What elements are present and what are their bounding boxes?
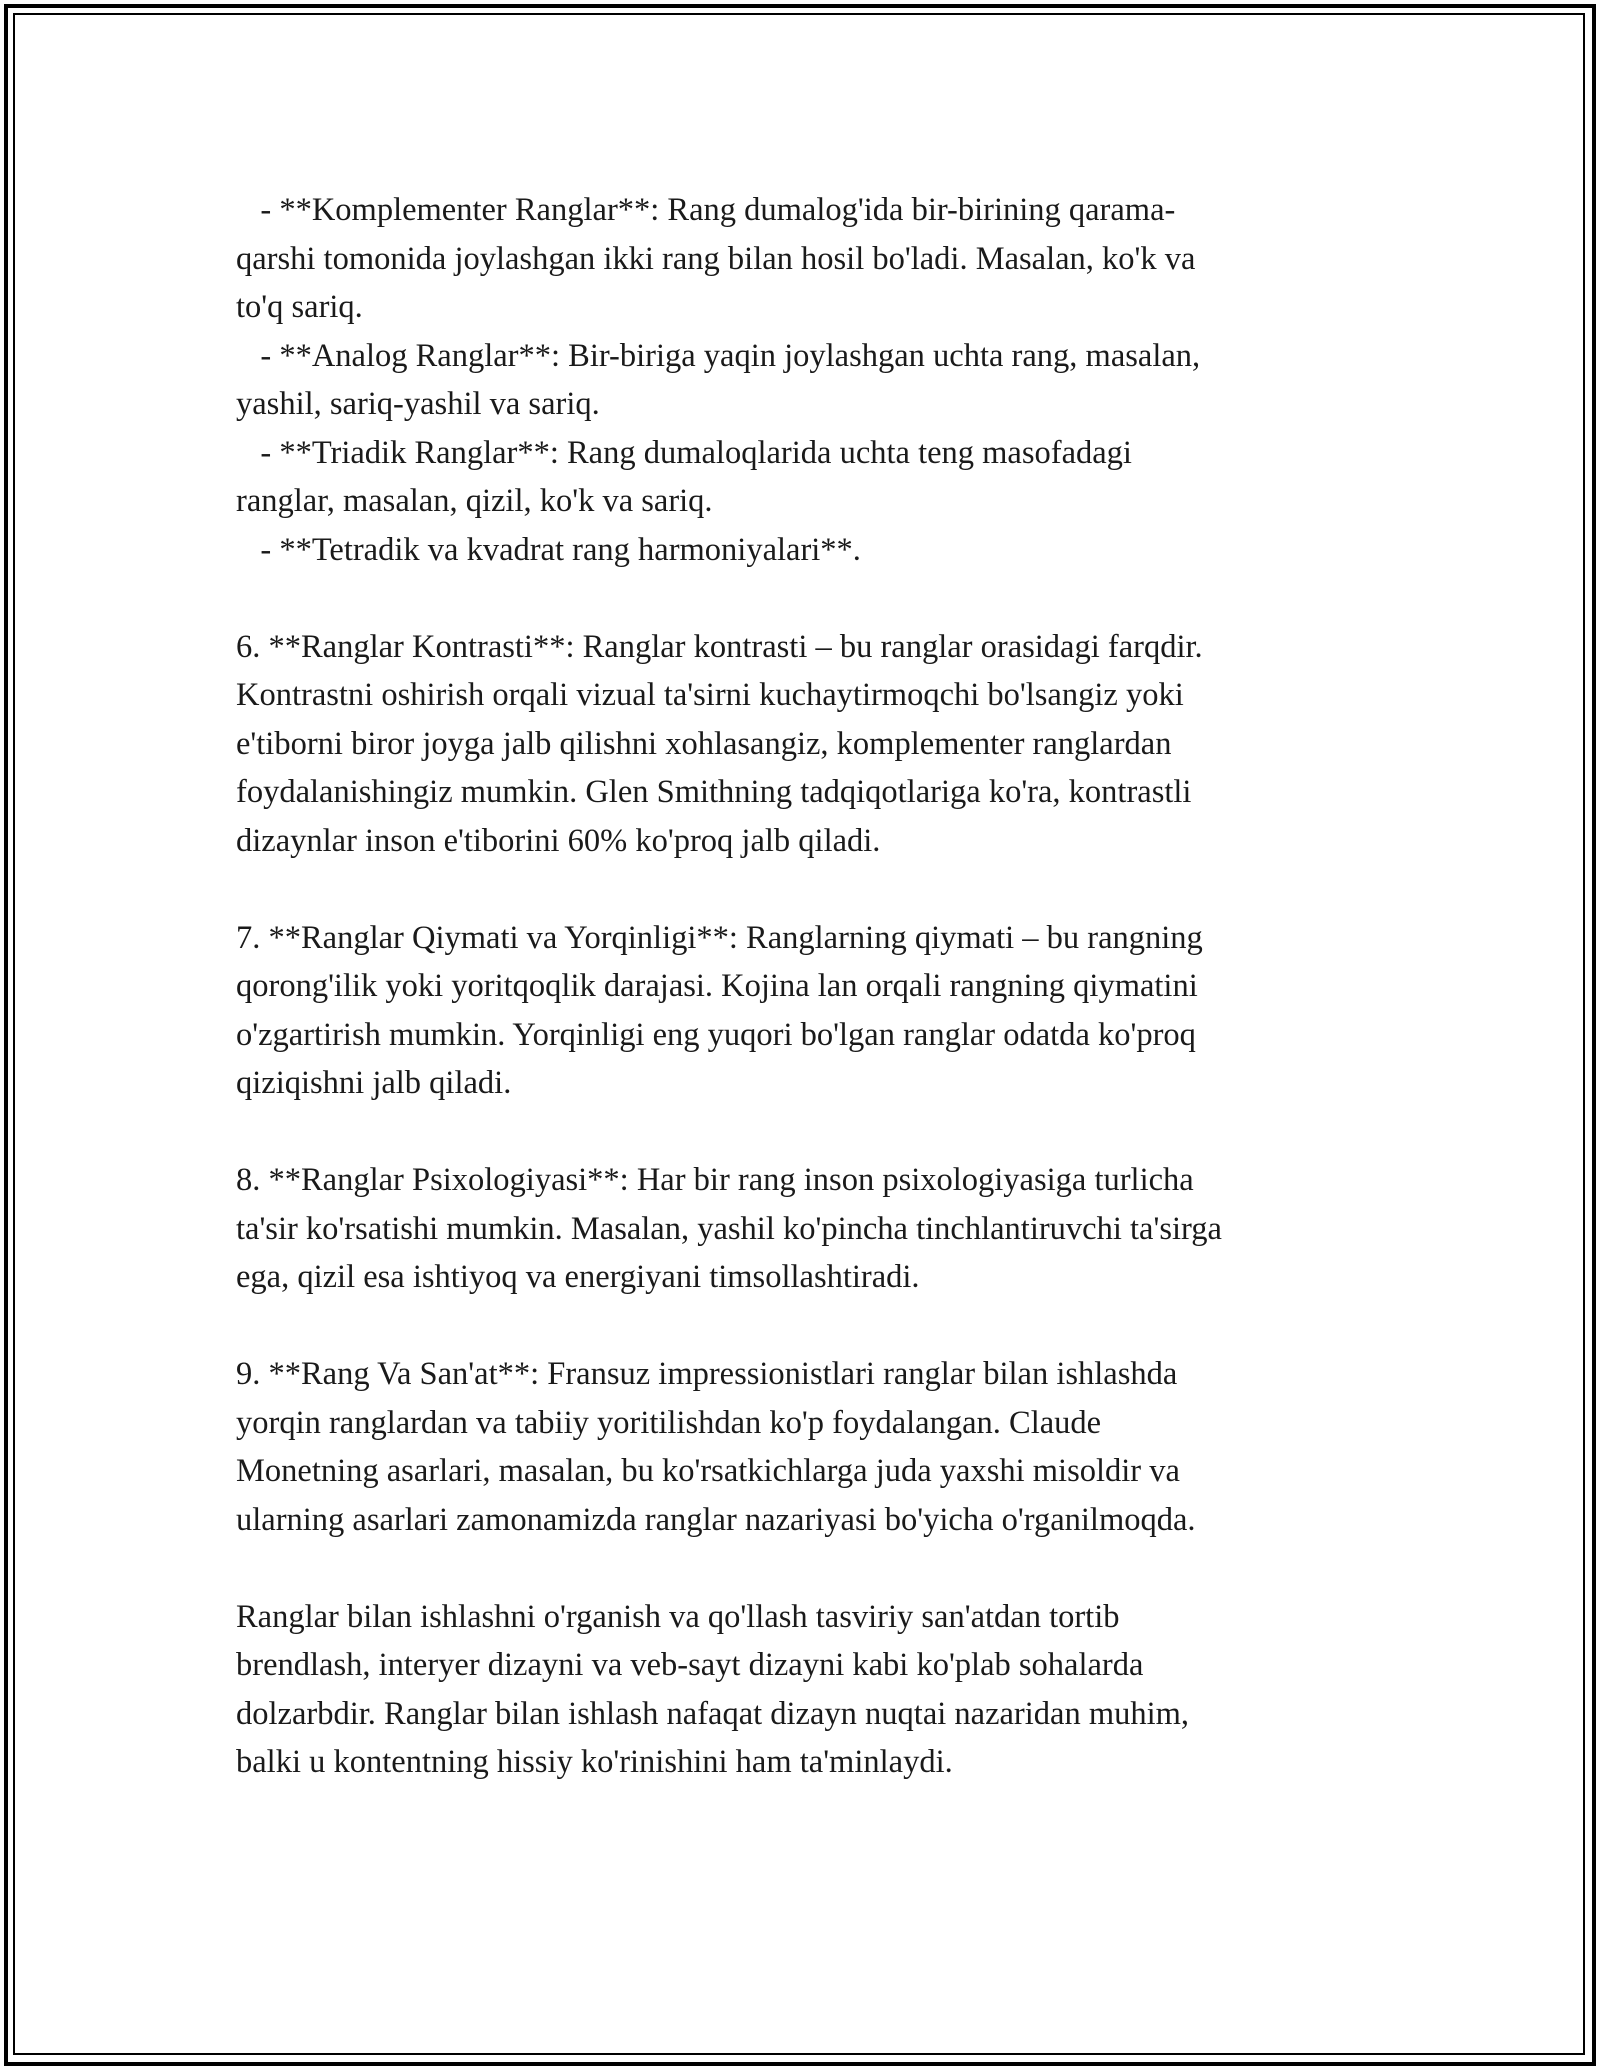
text-line: ularning asarlari zamonamizda ranglar nazariyasi bo'yicha o'rganilmoqda. — [236, 1501, 1196, 1538]
text-line: 8. **Ranglar Psixologiyasi**: Har bir rang inson psixologiyasiga turlicha — [236, 1162, 1194, 1198]
text-line: qarshi tomonida joylashgan ikki rang bilan hosil bo'ladi. Masalan, ko'k va — [236, 240, 1196, 277]
text-line: foydalanishingiz mumkin. Glen Smithning tadqiqotlariga ko'ra, kontrastli — [236, 774, 1192, 810]
text-line: ega, qizil esa ishtiyoq va energiyani timsollashtiradi. — [236, 1259, 920, 1295]
text-line: ta'sir ko'rsatishi mumkin. Masalan, yashil ko'pincha tinchlantiruvchi ta'sirga — [236, 1210, 1222, 1247]
text-line: qiziqishni jalb qiladi. — [236, 1065, 512, 1101]
text-line: yorqin ranglardan va tabiiy yoritilishdan ko'p foydalangan. Claude — [236, 1404, 1102, 1441]
text-line: Ranglar bilan ishlashni o'rganish va qo'llash tasviriy san'atdan tortib — [236, 1598, 1120, 1635]
text-line: - **Komplementer Ranglar**: Rang dumalog'ida bir-birining qarama- — [236, 192, 1176, 228]
text-line: to'q sariq. — [236, 289, 363, 325]
text-line: dolzarbdir. Ranglar bilan ishlash nafaqat dizayn nuqtai nazaridan muhim, — [236, 1695, 1190, 1732]
text-line: - **Tetradik va kvadrat rang harmoniyalari**. — [236, 531, 861, 568]
text-line: balki u kontentning hissiy ko'rinishini ham ta'minlaydi. — [236, 1744, 953, 1780]
text-line: 9. **Rang Va San'at**: Fransuz impressionistlari ranglar bilan ishlashda — [236, 1356, 1178, 1392]
text-line: - **Analog Ranglar**: Bir-biriga yaqin joylashgan uchta rang, masalan, — [236, 337, 1201, 374]
paragraph-gap — [236, 574, 1366, 623]
text-line: yashil, sariq-yashil va sariq. — [236, 386, 600, 422]
text-line: ranglar, masalan, qizil, ko'k va sariq. — [236, 483, 713, 519]
text-line: brendlash, interyer dizayni va veb-sayt dizayni kabi ko'plab sohalarda — [236, 1647, 1144, 1683]
text-line: Monetning asarlari, masalan, bu ko'rsatkichlarga juda yaxshi misoldir va — [236, 1453, 1180, 1489]
text-line: qorong'ilik yoki yoritqoqlik darajasi. Kojina lan orqali rangning qiymatini — [236, 968, 1198, 1004]
text-line: - **Triadik Ranglar**: Rang dumaloqlarida uchta teng masofadagi — [236, 434, 1132, 471]
text-line: o'zgartirish mumkin. Yorqinligi eng yuqori bo'lgan ranglar odatda ko'proq — [236, 1016, 1196, 1053]
text-line: 6. **Ranglar Kontrasti**: Ranglar kontrasti – bu ranglar orasidagi farqdir. — [236, 628, 1203, 665]
paragraph-gap — [236, 1108, 1366, 1157]
paragraph-gap — [236, 1544, 1366, 1593]
text-line: dizaynlar inson e'tiborini 60% ko'proq jalb qiladi. — [236, 822, 881, 859]
text-line: 7. **Ranglar Qiymati va Yorqinligi**: Ranglarning qiymati – bu rangning — [236, 919, 1203, 956]
text-line: e'tiborni biror joyga jalb qilishni xohlasangiz, komplementer ranglardan — [236, 725, 1172, 762]
document-body — [236, 186, 1366, 1787]
paragraph-gap — [236, 1302, 1366, 1351]
text-line: Kontrastni oshirish orqali vizual ta'sirni kuchaytirmoqchi bo'lsangiz yoki — [236, 677, 1184, 713]
paragraph-gap — [236, 865, 1366, 914]
